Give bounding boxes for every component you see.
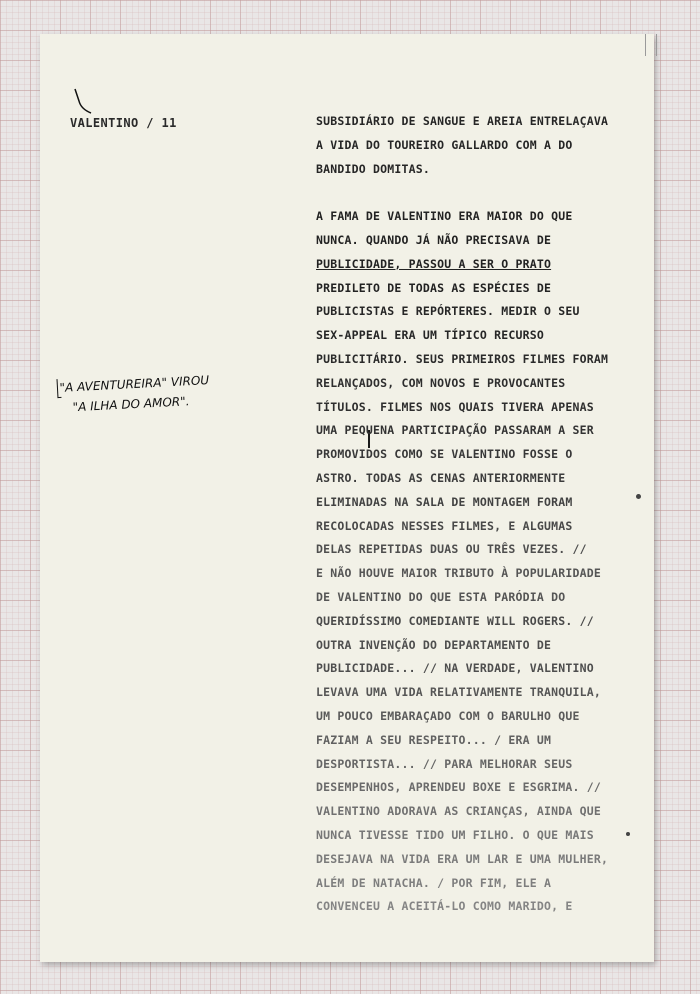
text-line: CONVENCEU A ACEITÁ-LO COMO MARIDO, E <box>316 899 573 914</box>
text-line: A VIDA DO TOUREIRO GALLARDO COM A DO <box>316 137 573 152</box>
text-line: ALÉM DE NATACHA. / POR FIM, ELE A <box>316 875 552 890</box>
text-line: UM POUCO EMBARAÇADO COM O BARULHO QUE <box>316 708 580 723</box>
text-line: OUTRA INVENÇÃO DO DEPARTAMENTO DE <box>316 637 552 652</box>
text-line: PUBLICIDADE, PASSOU A SER O PRATO <box>316 256 552 271</box>
text-line: SEX-APPEAL ERA UM TÍPICO RECURSO <box>316 328 544 343</box>
text-line: FAZIAM A SEU RESPEITO... / ERA UM <box>316 732 552 747</box>
document-page <box>40 34 654 962</box>
text-line: QUERIDÍSSIMO COMEDIANTE WILL ROGERS. // <box>316 613 594 628</box>
text-line: A FAMA DE VALENTINO ERA MAIOR DO QUE <box>316 209 573 224</box>
text-line: NUNCA TIVESSE TIDO UM FILHO. O QUE MAIS <box>316 827 594 842</box>
text-line: ELIMINADAS NA SALA DE MONTAGEM FORAM <box>316 494 573 509</box>
text-line: DESEJAVA NA VIDA ERA UM LAR E UMA MULHER, <box>316 851 609 866</box>
text-line: NUNCA. QUANDO JÁ NÃO PRECISAVA DE <box>316 232 552 247</box>
text-line: PUBLICISTAS E REPÓRTERES. MEDIR O SEU <box>316 304 580 319</box>
text-line: PROMOVIDOS COMO SE VALENTINO FOSSE O <box>316 447 573 462</box>
text-line: PUBLICITÁRIO. SEUS PRIMEIROS FILMES FORAM <box>316 351 609 366</box>
paragraph-gap <box>316 181 646 205</box>
handwritten-tick-mark <box>73 87 103 117</box>
text-line: PREDILETO DE TODAS AS ESPÉCIES DE <box>316 280 552 295</box>
text-line: SUBSIDIÁRIO DE SANGUE E AREIA ENTRELAÇAVA <box>316 114 609 128</box>
text-line: ASTRO. TODAS AS CENAS ANTERIORMENTE <box>316 470 566 485</box>
page-tab-mark <box>645 34 657 56</box>
margin-note-line-1: "A AVENTUREIRA" VIROU <box>59 373 210 395</box>
handwritten-margin-note <box>59 370 211 418</box>
text-line: E NÃO HOUVE MAIOR TRIBUTO À POPULARIDADE <box>316 566 601 581</box>
text-line: DESEMPENHOS, APRENDEU BOXE E ESGRIMA. // <box>316 780 601 795</box>
text-line: VALENTINO ADORAVA AS CRIANÇAS, AINDA QUE <box>316 804 601 819</box>
text-line: RELANÇADOS, COM NOVOS E PROVOCANTES <box>316 375 566 390</box>
text-line: PUBLICIDADE... // NA VERDADE, VALENTINO <box>316 661 594 676</box>
text-line: RECOLOCADAS NESSES FILMES, E ALGUMAS <box>316 518 573 533</box>
text-line: DELAS REPETIDAS DUAS OU TRÊS VEZES. // <box>316 542 587 557</box>
text-line: UMA PEQUENA PARTICIPAÇÃO PASSARAM A SER <box>316 423 594 438</box>
text-line: DESPORTISTA... // PARA MELHORAR SEUS <box>316 756 573 771</box>
text-line: TÍTULOS. FILMES NOS QUAIS TIVERA APENAS <box>316 399 594 414</box>
text-line: DE VALENTINO DO QUE ESTA PARÓDIA DO <box>316 589 566 604</box>
text-line: LEVAVA UMA VIDA RELATIVAMENTE TRANQUILA, <box>316 685 601 700</box>
margin-note-line-2: "A ILHA DO AMOR". <box>72 394 190 415</box>
text-line: BANDIDO DOMITAS. <box>316 161 430 176</box>
page-header: VALENTINO / 11 <box>70 116 177 130</box>
typed-body-text <box>316 110 646 919</box>
